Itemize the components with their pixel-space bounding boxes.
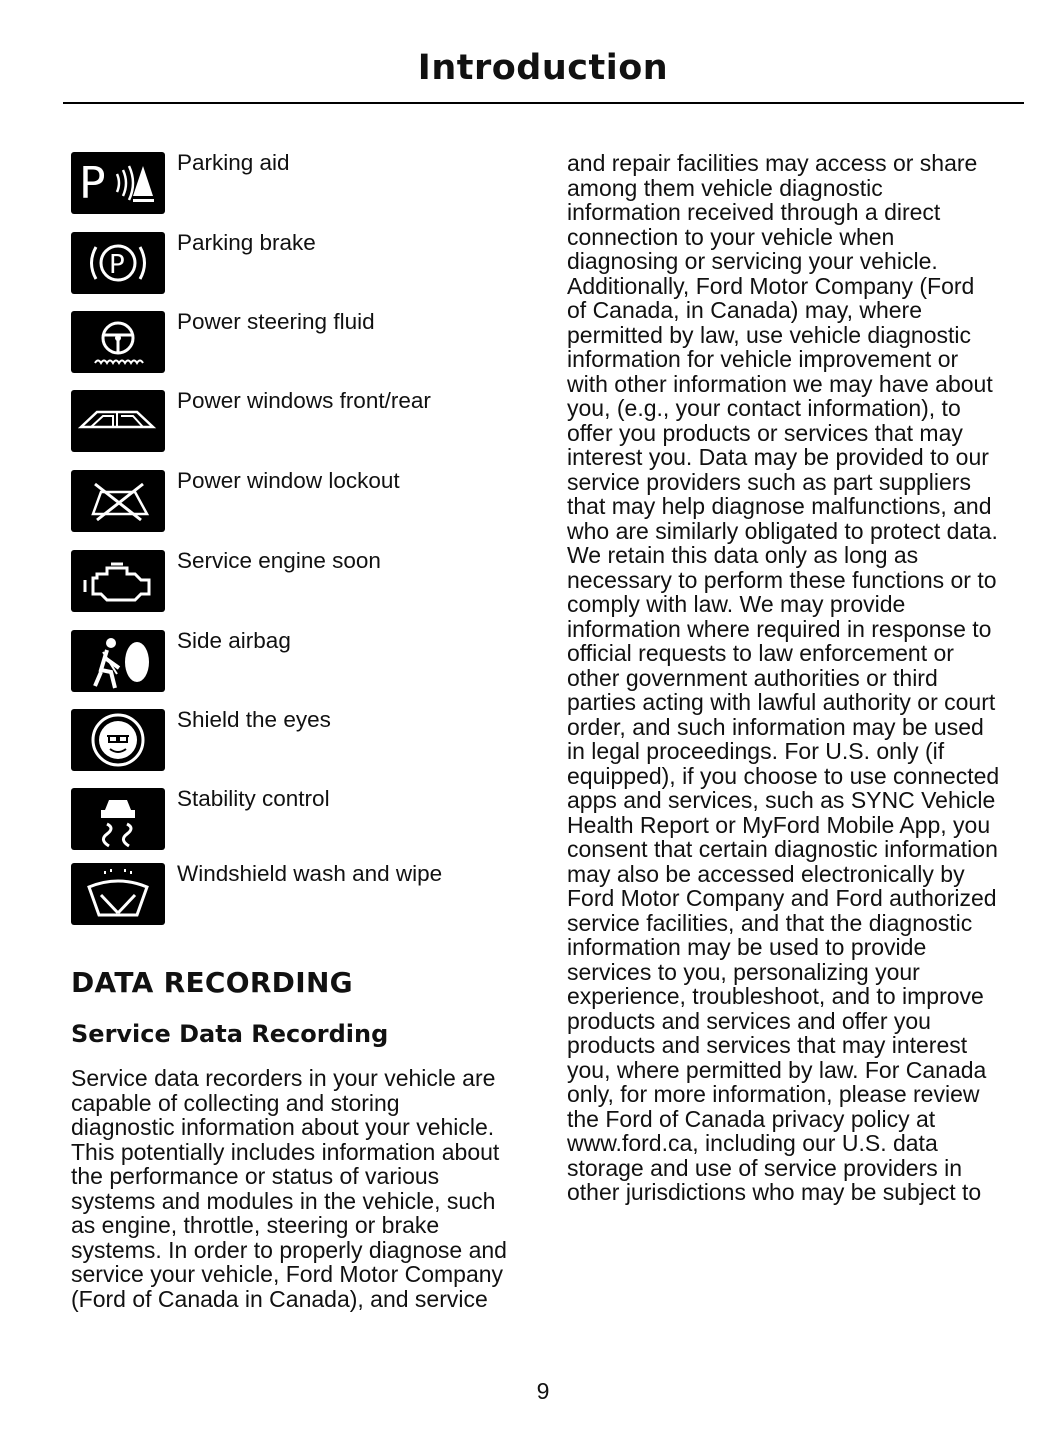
symbol-label: Power window lockout — [177, 468, 400, 493]
power-windows-icon — [71, 390, 165, 452]
symbol-label: Parking brake — [177, 230, 316, 255]
paragraph-line: products and services and offer you — [567, 1007, 931, 1034]
paragraph-line: and repair facilities may access or share — [567, 150, 978, 176]
paragraph-line: information where required in response to — [567, 615, 992, 642]
paragraph-line: that may help diagnose malfunctions, and — [567, 493, 992, 519]
symbol-label: Shield the eyes — [177, 707, 331, 732]
paragraph-line: systems and modules in the vehicle, such — [71, 1187, 496, 1214]
paragraph-line: you, where permitted by law. For Canada — [567, 1056, 987, 1083]
paragraph-line: only, for more information, please review — [567, 1081, 980, 1107]
left-paragraph — [71, 1066, 507, 1311]
paragraph-line: may also be accessed electronically by — [567, 860, 965, 887]
header-rule — [63, 102, 1024, 104]
symbol-label: Parking aid — [177, 150, 290, 175]
symbol-label: Stability control — [177, 786, 330, 811]
windshield-wash-wipe-icon — [71, 863, 165, 925]
stability-control-icon — [71, 788, 165, 850]
section-subheading: Service Data Recording — [71, 1020, 389, 1048]
paragraph-line: equipped), if you choose to use connected — [567, 762, 1000, 789]
section-heading: DATA RECORDING — [71, 966, 353, 999]
parking-aid-icon — [71, 152, 165, 214]
paragraph-line: storage and use of service providers in — [567, 1154, 963, 1181]
page-number: 9 — [536, 1378, 550, 1404]
power-window-lockout-icon — [71, 470, 165, 532]
power-steering-fluid-icon — [71, 311, 165, 373]
paragraph-line: www.ford.ca, including our U.S. data — [567, 1130, 938, 1156]
paragraph-line: order, and such information may be used — [567, 713, 984, 740]
paragraph-line: of Canada, in Canada) may, where — [567, 297, 922, 323]
paragraph-line: the performance or status of various — [71, 1163, 440, 1189]
paragraph-line: products and services that may interest — [567, 1032, 968, 1058]
paragraph-line: as engine, throttle, steering or brake — [71, 1212, 440, 1238]
paragraph-line: Additionally, Ford Motor Company (Ford — [567, 272, 975, 299]
symbol-label: Power windows front/rear — [177, 388, 431, 413]
paragraph-line: you, (e.g., your contact information), to — [567, 395, 961, 421]
paragraph-line: service providers such as part suppliers — [567, 468, 971, 495]
svg-text:P: P — [79, 158, 106, 209]
paragraph-line: among them vehicle diagnostic — [567, 174, 883, 201]
paragraph-line: (Ford of Canada in Canada), and service — [71, 1285, 488, 1312]
paragraph-line: with other information we may have about — [567, 370, 993, 397]
paragraph-line: diagnosing or servicing your vehicle. — [567, 248, 938, 274]
paragraph-line: the Ford of Canada privacy policy at — [567, 1105, 936, 1132]
paragraph-line: in legal proceedings. For U.S. only (if — [567, 738, 945, 764]
paragraph-line: apps and services, such as SYNC Vehicle — [567, 787, 996, 813]
paragraph-line: capable of collecting and storing — [71, 1089, 400, 1116]
paragraph-line: services to you, personalizing your — [567, 958, 920, 985]
paragraph-line: consent that certain diagnostic information — [567, 836, 998, 862]
paragraph-line: information for vehicle improvement or — [567, 346, 959, 372]
paragraph-line: This potentially includes information about — [71, 1138, 500, 1165]
symbol-label: Side airbag — [177, 628, 291, 653]
parking-brake-icon — [71, 232, 165, 294]
paragraph-line: interest you. Data may be provided to our — [567, 444, 989, 470]
paragraph-line: information may be used to provide — [567, 934, 927, 960]
paragraph-line: permitted by law, use vehicle diagnostic — [567, 321, 971, 348]
paragraph-line: Service data recorders in your vehicle are — [71, 1065, 496, 1091]
paragraph-line: who are similarly obligated to protect data. — [567, 517, 998, 544]
paragraph-line: systems. In order to properly diagnose and — [71, 1236, 507, 1263]
svg-text:P: P — [109, 250, 125, 280]
paragraph-line: Ford Motor Company and Ford authorized — [567, 885, 997, 911]
paragraph-line: offer you products or services that may — [567, 419, 963, 446]
shield-eyes-icon — [71, 709, 165, 771]
paragraph-line: other jurisdictions who may be subject to — [567, 1179, 982, 1205]
side-airbag-icon — [71, 630, 165, 692]
symbol-label: Power steering fluid — [177, 309, 375, 334]
paragraph-line: service your vehicle, Ford Motor Company — [71, 1261, 504, 1287]
paragraph-line: necessary to perform these functions or to — [567, 566, 997, 593]
paragraph-line: We retain this data only as long as — [567, 542, 919, 568]
symbol-label: Service engine soon — [177, 548, 381, 573]
paragraph-line: parties acting with lawful authority or court — [567, 689, 996, 715]
paragraph-line: service facilities, and that the diagnostic — [567, 909, 973, 936]
paragraph-line: other government authorities or third — [567, 664, 938, 691]
paragraph-line: experience, troubleshoot, and to improve — [567, 983, 984, 1009]
right-paragraph — [567, 151, 999, 1205]
page-title: Introduction — [417, 48, 669, 88]
paragraph-line: official requests to law enforcement or — [567, 640, 954, 666]
paragraph-line: diagnostic information about your vehicle. — [71, 1114, 495, 1140]
service-engine-soon-icon — [71, 550, 165, 612]
paragraph-line: information received through a direct — [567, 199, 941, 225]
paragraph-line: comply with law. We may provide — [567, 591, 906, 617]
paragraph-line: connection to your vehicle when — [567, 223, 895, 250]
symbol-label: Windshield wash and wipe — [177, 861, 443, 886]
paragraph-line: Health Report or MyFord Mobile App, you — [567, 811, 991, 838]
